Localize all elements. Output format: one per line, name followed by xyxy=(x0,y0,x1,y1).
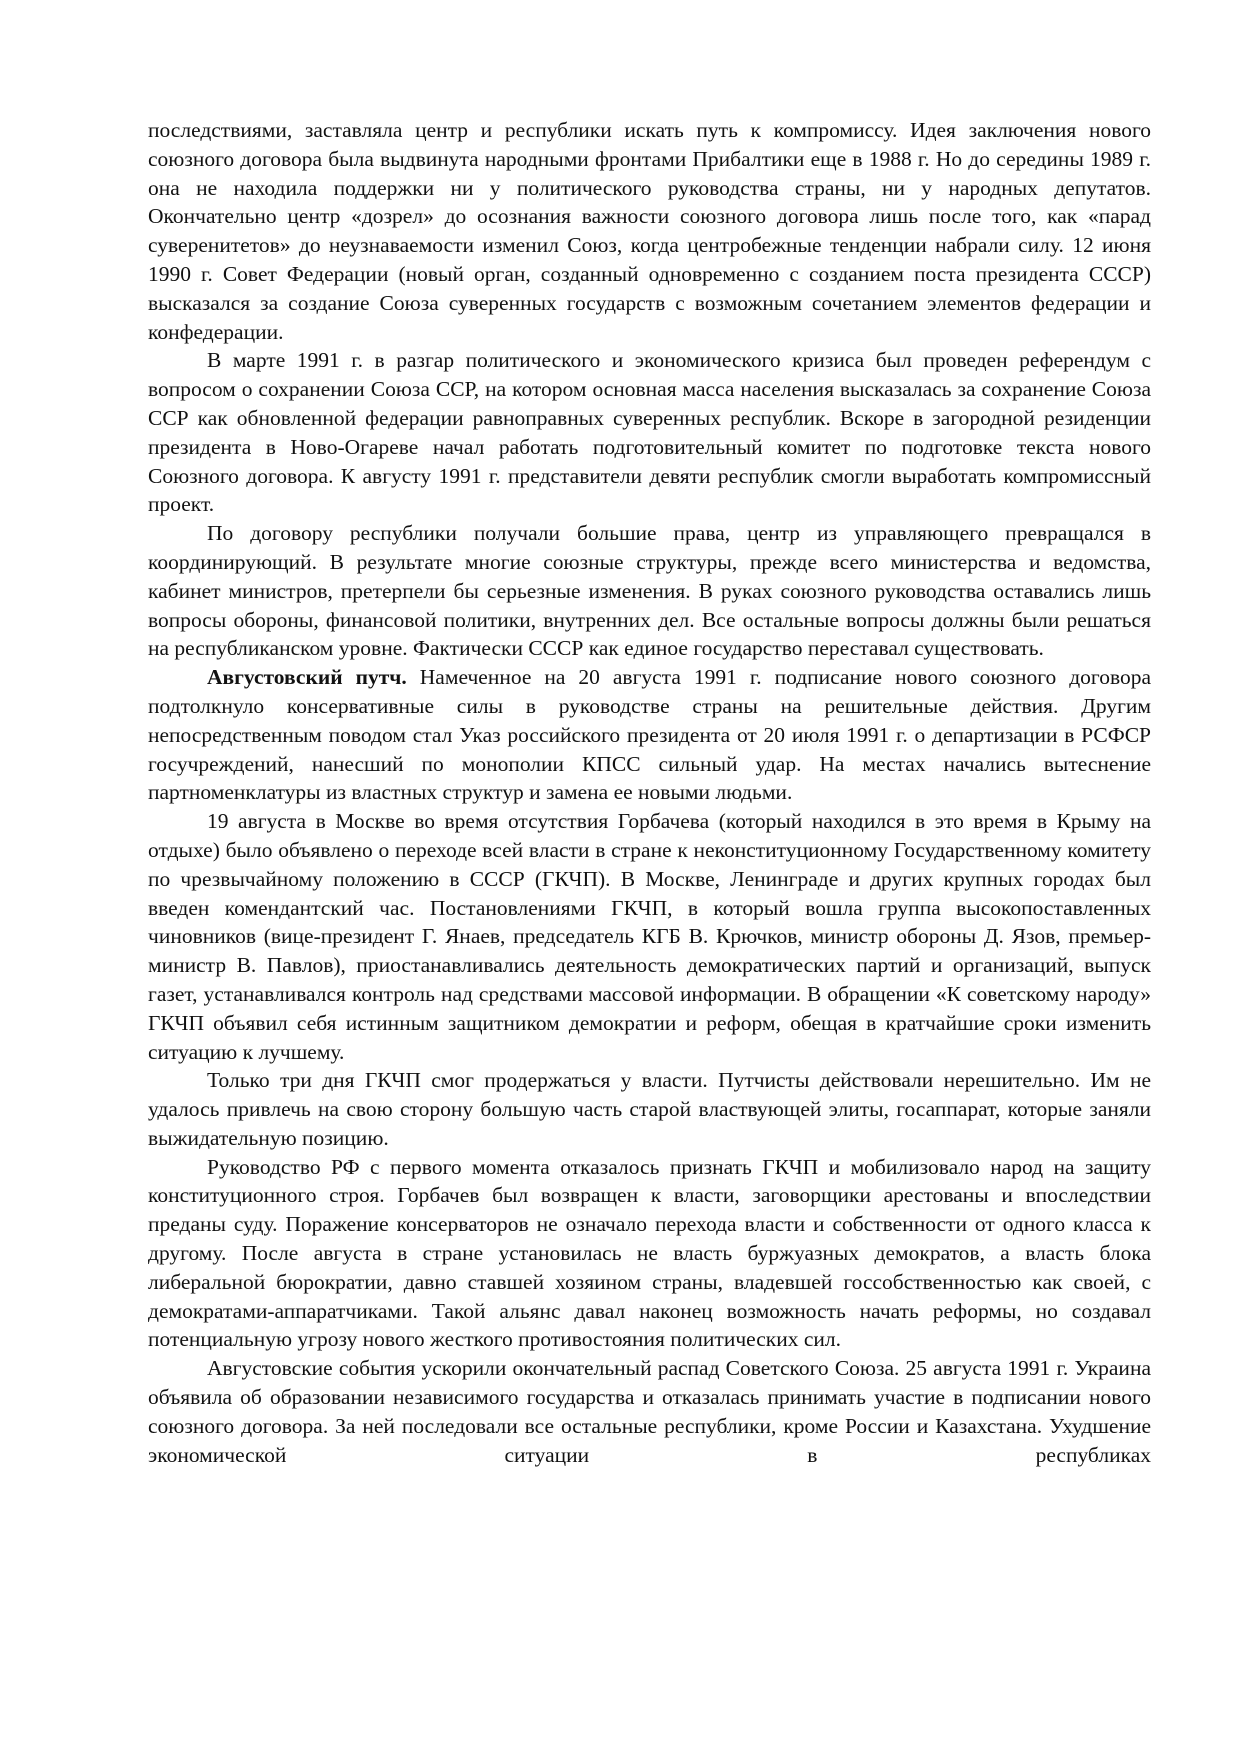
paragraph-6: Только три дня ГКЧП смог продержаться у власти. Путчисты действовали нерешительно. Им не удалось привлечь на свою сторону большую часть старой властвующей элиты, госаппарат, которые заняли выжидательную позицию. xyxy=(148,1068,1151,1150)
paragraph-4-text: Намеченное на 20 августа 1991 г. подписание нового союзного договора подтолкнуло консервативные силы в руководстве страны на решительные действия. Другим непосредственным поводом стал Указ российского президента от 20 июля 1991 г. о департизации в РСФСР госучреждений, нанесший по монополии КПСС сильный удар. На местах начались вытеснение партноменклатуры из властных структур и замена ее новыми людьми. xyxy=(148,665,1151,805)
paragraph-4 xyxy=(148,663,1151,807)
document-page xyxy=(148,116,1151,1469)
paragraph-7: Руководство РФ с первого момента отказалось признать ГКЧП и мобилизовало народ на защиту конституционного строя. Горбачев был возвращен к власти, заговорщики арестованы и впоследствии преданы суду. Поражение консерваторов не означало перехода власти и собственности от одного класса к другому. После августа в стране установилась не власть буржуазных демократов, а власть блока либеральной бюрократии, давно ставшей хозяином страны, владевшей госсобственностью как своей, с демократами-аппаратчиками. Такой альянс давал наконец возможность начать реформы, но создавал потенциальную угрозу нового жесткого противостояния политических сил. xyxy=(148,1154,1151,1352)
paragraph-8: Августовские события ускорили окончательный распад Советского Союза. 25 августа 1991 г. Украина объявила об образовании независимого государства и отказалась принимать участие в подписании нового союзного договора. За ней последовали все остальные республики, кроме России и Казахстана. Ухудшение экономической ситуации в республиках xyxy=(148,1356,1151,1467)
paragraph-5: 19 августа в Москве во время отсутствия Горбачева (который находился в это время в Крыму на отдыхе) было объявлено о переходе всей власти в стране к неконституционному Государственному комитету по чрезвычайному положению в СССР (ГКЧП). В Москве, Ленинграде и других крупных городах был введен комендантский час. Постановлениями ГКЧП, в который вошла группа высокопоставленных чиновников (вице-президент Г. Янаев, председатель КГБ В. Крючков, министр обороны Д. Язов, премьер-министр В. Павлов), приостанавливались деятельность демократических партий и организаций, выпуск газет, устанавливался контроль над средствами массовой информации. В обращении «К советскому народу» ГКЧП объявил себя истинным защитником демократии и реформ, обещая в кратчайшие сроки изменить ситуацию к лучшему. xyxy=(148,809,1151,1064)
paragraph-2: В марте 1991 г. в разгар политического и экономического кризиса был проведен референдум с вопросом о сохранении Союза ССР, на котором основная масса населения высказалась за сохранение Союза ССР как обновленной федерации равноправных суверенных республик. Вскоре в загородной резиденции президента в Ново-Огареве начал работать подготовительный комитет по подготовке текста нового Союзного договора. К августу 1991 г. представители девяти республик смогли выработать компромиссный проект. xyxy=(148,348,1151,517)
paragraph-3: По договору республики получали большие права, центр из управляющего превращался в координирующий. В результате многие союзные структуры, прежде всего министерства и ведомства, кабинет министров, претерпели бы серьезные изменения. В руках союзного руководства оставались лишь вопросы обороны, финансовой политики, внутренних дел. Все остальные вопросы должны были решаться на республиканском уровне. Фактически СССР как единое государство переставал существовать. xyxy=(148,521,1151,661)
section-heading: Августовский путч. xyxy=(207,665,407,690)
paragraph-1: последствиями, заставляла центр и республики искать путь к компромиссу. Идея заключения нового союзного договора была выдвинута народными фронтами Прибалтики еще в 1988 г. Но до середины 1989 г. она не находила поддержки ни у политического руководства страны, ни у народных депутатов. Окончательно центр «дозрел» до осознания важности союзного договора лишь после того, как «парад суверенитетов» до неузнаваемости изменил Союз, когда центробежные тенденции набрали силу. 12 июня 1990 г. Совет Федерации (новый орган, созданный одновременно с созданием поста президента СССР) высказался за создание Союза суверенных государств с возможным сочетанием элементов федерации и конфедерации. xyxy=(148,118,1151,344)
